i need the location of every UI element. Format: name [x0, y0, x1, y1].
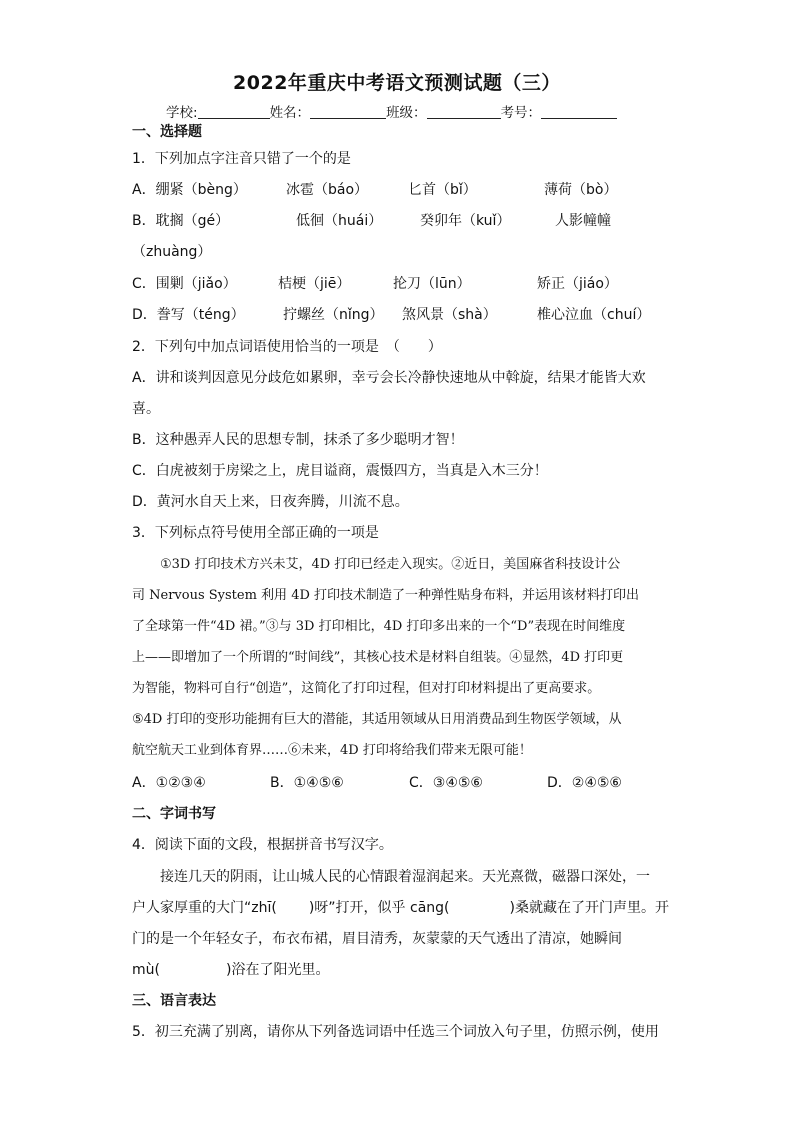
name-blank[interactable]	[310, 104, 386, 119]
section-heading-writing: 二、字词书写	[132, 806, 216, 822]
q4-line4-part2: )浴在了阳光里。	[225, 962, 330, 978]
q3-passage-line7: 航空航天工业到体育界……⑥未来，4D 打印将给我们带来无限可能！	[132, 743, 532, 758]
id-label: 考号：	[500, 105, 542, 121]
q1-option-a-3: 匕首（bǐ）	[408, 182, 477, 198]
id-blank[interactable]	[541, 104, 617, 119]
q3-passage-line6: ⑤4D 打印的变形功能拥有巨大的潜能，其适用领域从日用消费品到生物医学领域，从	[132, 712, 622, 727]
q2-option-a-line2: 喜。	[132, 401, 160, 417]
q3-passage-line5: 为智能，物料可自行“创造”，这简化了打印过程，但对打印材料提出了更高要求。	[132, 681, 601, 696]
q3-passage-line3: 了全球第一件“4D 裙。”③与 3D 打印相比，4D 打印多出来的一个“D”表现在时间维度	[132, 619, 626, 634]
school-blank[interactable]	[198, 104, 270, 119]
q4-passage-line4	[132, 960, 329, 980]
q1-option-a-2: 冰雹（báo）	[286, 182, 369, 198]
class-blank[interactable]	[427, 104, 501, 119]
q2-option-a-line1: A．讲和谈判因意见分歧危如累卵，幸亏会长冷静快速地从中斡旋，结果才能皆大欢	[132, 370, 646, 386]
q1-stem: 1．下列加点字注音只错了一个的是	[132, 151, 351, 167]
student-info-line	[166, 101, 617, 121]
q4-line2-part3: )桑就藏在了开门声里。开	[509, 900, 669, 916]
q1-option-b-2: 低徊（huái）	[296, 213, 383, 229]
q2-option-d: D．黄河水自天上来，日夜奔腾，川流不息。	[132, 494, 409, 510]
q4-stem: 4．阅读下面的文段，根据拼音书写汉字。	[132, 837, 393, 853]
q4-line2-part1: 户人家厚重的大门“zhī(	[132, 900, 277, 916]
section-heading-choice: 一、选择题	[132, 124, 202, 140]
q1-option-a-4: 薄荷（bò）	[544, 182, 618, 198]
q3-passage-line1: ①3D 打印技术方兴未艾，4D 打印已经走入现实。②近日，美国麻省科技设计公	[160, 557, 621, 572]
page-title: 2022年重庆中考语文预测试题（三）	[233, 72, 561, 94]
q3-option-d: D．②④⑤⑥	[547, 775, 622, 791]
q3-option-c: C．③④⑤⑥	[409, 775, 483, 791]
q1-option-a-1: A．绷紧（bèng）	[132, 182, 247, 198]
q1-option-d-1: D．誊写（téng）	[132, 307, 245, 323]
q2-option-c: C．白虎被刻于房梁之上，虎目谥商，震慑四方，当真是入木三分！	[132, 463, 548, 479]
q2-stem: 2．下列句中加点词语使用恰当的一项是 （ ）	[132, 339, 442, 355]
name-label: 姓名：	[269, 105, 311, 121]
q1-option-b-4: 人影幢幢	[555, 213, 611, 229]
q3-passage-line2: 司 Nervous System 利用 4D 打印技术制造了一种弹性贴身布料，并运用该材料打印出	[132, 588, 640, 603]
q4-passage-line3: 门的是一个年轻女子，布衣布裙，眉目清秀，灰蒙蒙的天气透出了清凉，她瞬间	[132, 931, 622, 947]
q1-option-c-3: 抡刀（lūn）	[393, 276, 471, 292]
q1-option-b-cont: （zhuàng）	[132, 244, 212, 260]
q1-option-d-4: 椎心泣血（chuí）	[537, 307, 651, 323]
q5-stem: 5．初三充满了别离，请你从下列备选词语中任选三个词放入句子里，仿照示例，使用	[132, 1024, 659, 1040]
q1-option-c-4: 矫正（jiáo）	[537, 276, 618, 292]
q1-option-b-3: 癸卯年（kuǐ）	[420, 213, 511, 229]
class-label: 班级：	[386, 105, 427, 121]
q1-option-b-1: B．耽搁（gé）	[132, 213, 230, 229]
school-label: 学校:	[166, 105, 198, 121]
q1-option-c-1: C．围剿（jiǎo）	[132, 276, 237, 292]
section-heading-expression: 三、语言表达	[132, 993, 216, 1009]
q1-option-c-2: 桔梗（jiē）	[278, 276, 351, 292]
q1-option-d-3: 煞风景（shà）	[402, 307, 497, 323]
q4-line2-part2: )呀”打开，似乎 cāng(	[308, 900, 450, 916]
q3-option-a: A．①②③④	[132, 775, 206, 791]
q2-option-b: B．这种愚弄人民的思想专制，抹杀了多少聪明才智！	[132, 432, 464, 448]
q3-option-b: B．①④⑤⑥	[270, 775, 344, 791]
q3-stem: 3．下列标点符号使用全部正确的一项是	[132, 525, 379, 541]
q1-option-d-2: 拧螺丝（nǐng）	[283, 307, 384, 323]
q3-passage-line4: 上——即增加了一个所谓的“时间线”，其核心技术是材料自组装。④显然，4D 打印更	[132, 650, 624, 665]
q4-passage-line1: 接连几天的阴雨，让山城人民的心情跟着湿润起来。天光熹微，磁器口深处，一	[160, 869, 650, 885]
q4-line4-part1: mù(	[132, 962, 160, 978]
q4-passage-line2	[132, 898, 669, 918]
